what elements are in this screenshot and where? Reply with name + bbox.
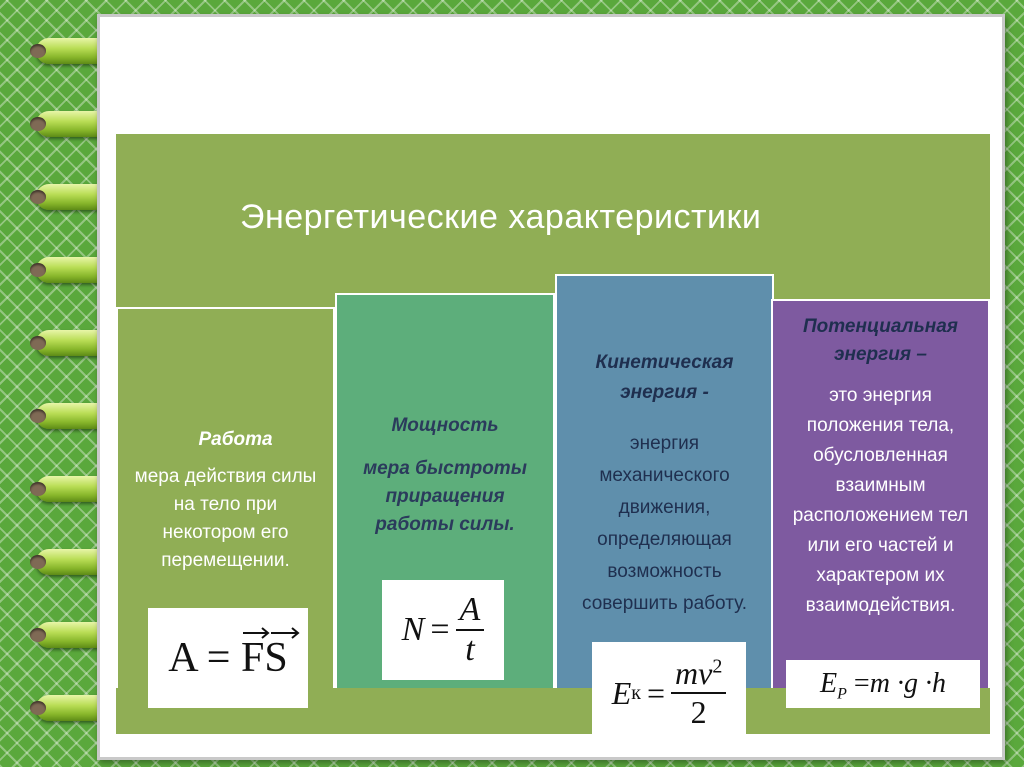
formula-work-lhs: A (168, 635, 197, 681)
card-kinetic-heading: Кинетическая энергия - (595, 352, 734, 403)
slide-title: Энергетические характеристики (240, 198, 762, 236)
card-potential-text: это энергия положения тела, обусловленная взаимным расположением тел или его частей и характером их взаимодействия. (792, 385, 969, 616)
formula-potential-lhs: E (820, 668, 838, 699)
card-kinetic-text: энергия механического движения, определяющая возможность совершить работу. (582, 433, 747, 614)
formula-power-den: t (465, 631, 475, 668)
formula-potential-sub: P (837, 685, 847, 703)
card-kinetic (555, 274, 774, 702)
formula-kinetic-num: mv (675, 655, 713, 691)
card-potential (771, 299, 990, 702)
vector-arrows-icon (241, 626, 301, 640)
formula-power (382, 580, 504, 680)
card-potential-heading: Потенциальная энергия – (803, 316, 958, 365)
formula-potential-rhs: m ·g ·h (869, 668, 946, 699)
formula-kinetic (592, 642, 746, 744)
card-work-heading: Работа (198, 429, 273, 450)
formula-kinetic-fraction (671, 655, 726, 731)
formula-work-rhs: FS (240, 635, 288, 681)
formula-kinetic-lhs: E (611, 674, 632, 711)
formula-work (148, 608, 308, 708)
formula-kinetic-sup: 2 (712, 655, 723, 678)
formula-potential-eq: = (853, 668, 870, 699)
formula-power-num: A (456, 591, 485, 631)
formula-potential (786, 660, 980, 708)
card-power-text: мера быстроты приращения работы силы. (363, 458, 527, 535)
formula-work-eq: = (206, 635, 231, 681)
card-power-heading: Мощность (391, 415, 499, 436)
formula-kinetic-sub: к (631, 681, 641, 704)
card-work-text: мера действия силы на тело при некотором его перемещении. (134, 466, 317, 571)
formula-power-eq: = (430, 611, 450, 648)
formula-kinetic-num-wrap (671, 655, 726, 694)
formula-kinetic-eq: = (646, 674, 665, 711)
formula-power-fraction (456, 591, 485, 669)
formula-kinetic-den: 2 (690, 694, 707, 730)
formula-power-lhs: N (401, 611, 425, 648)
formula-work-vector (241, 608, 288, 708)
